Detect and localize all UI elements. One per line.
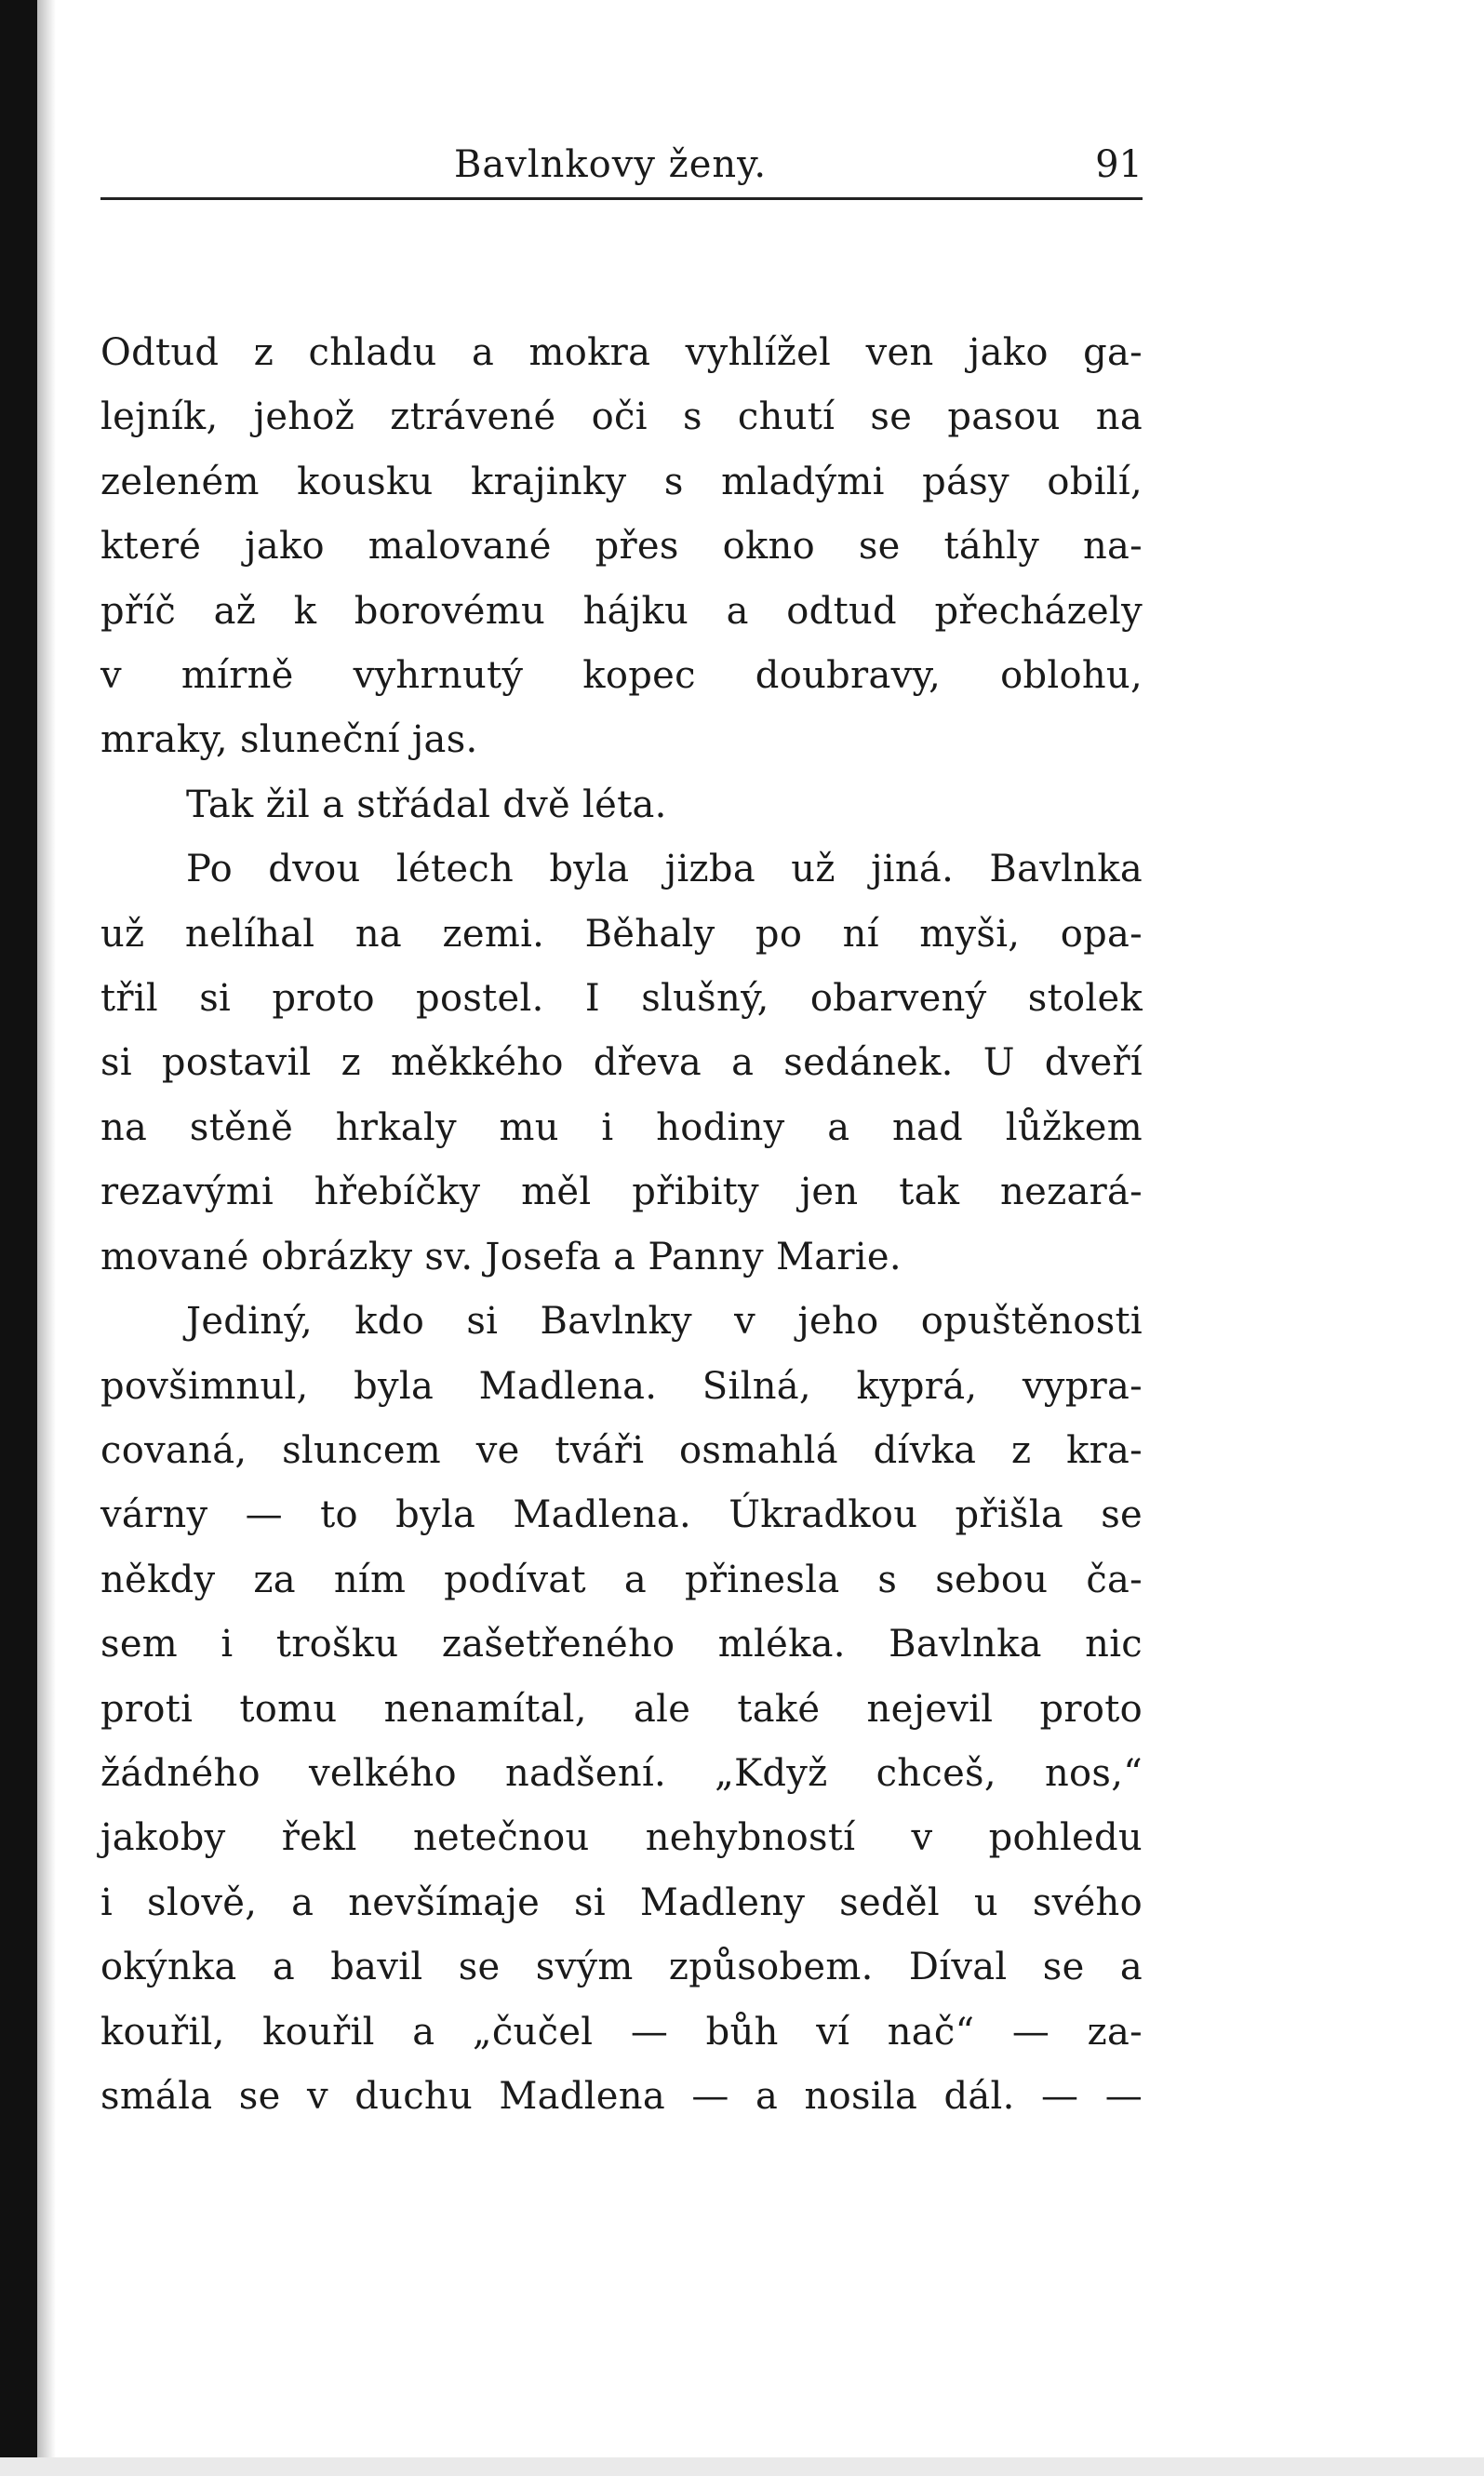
text-line: které jako malované přes okno se táhly na- (100, 525, 1143, 569)
text-line: sem i trošku zašetřeného mléka. Bavlnka nic (100, 1623, 1143, 1666)
paragraph-start-line: Tak žil a střádal dvě léta. (186, 783, 667, 826)
text-line: smála se v duchu Madlena — a nosila dál. — — (100, 2074, 1143, 2118)
running-title: Bavlnkovy ženy. (454, 143, 768, 186)
text-line: proti tomu nenamítal, ale také nejevil proto (100, 1687, 1143, 1731)
page-number: 91 (1095, 143, 1143, 186)
text-line: várny — to byla Madlena. Úkradkou přišla se (100, 1493, 1143, 1537)
text-line: lejník, jehož ztrávené oči s chutí se pasou na (100, 395, 1143, 439)
body-text (100, 321, 1143, 2129)
paragraph-start-line: Jediný, kdo si Bavlnky v jeho opuštěnosti (186, 1300, 1143, 1344)
text-line: i slově, a nevšímaje si Madleny seděl u svého (100, 1880, 1143, 1924)
text-line: třil si proto postel. I slušný, obarvený stolek (100, 977, 1143, 1021)
text-line: rezavými hřebíčky měl přibity jen tak nezará- (100, 1171, 1143, 1214)
text-line: zeleném kousku krajinky s mladými pásy obilí, (100, 460, 1143, 503)
scan-border-left (0, 0, 37, 2476)
text-line: v mírně vyhrnutý kopec doubravy, oblohu, (100, 654, 1143, 698)
text-line: mované obrázky sv. Josefa a Panny Marie. (100, 1235, 902, 1278)
text-line: na stěně hrkaly mu i hodiny a nad lůžkem (100, 1105, 1143, 1149)
scan-border-bottom (0, 2457, 1484, 2476)
paragraph-start-line: Po dvou létech byla jizba už jiná. Bavlnka (186, 848, 1143, 891)
text-line: okýnka a bavil se svým způsobem. Díval se a (100, 1946, 1143, 1989)
book-page (100, 140, 1143, 2129)
text-line: povšimnul, byla Madlena. Silná, kyprá, vypra- (100, 1364, 1143, 1408)
text-line: už nelíhal na zemi. Běhaly po ní myši, opa- (100, 912, 1143, 956)
text-line: kouřil, kouřil a „čučel — bůh ví nač“ — za- (100, 2010, 1143, 2054)
text-line: někdy za ním podívat a přinesla s sebou ča- (100, 1558, 1143, 1601)
scan-gutter-shadow (37, 0, 56, 2476)
running-header (100, 140, 1143, 200)
text-line: Odtud z chladu a mokra vyhlížel ven jako ga- (100, 331, 1143, 374)
text-line: jakoby řekl netečnou nehybností v pohledu (100, 1816, 1143, 1860)
text-line: příč až k borovému hájku a odtud přecházely (100, 589, 1143, 633)
text-line: si postavil z měkkého dřeva a sedánek. U dveří (100, 1041, 1143, 1085)
text-line: žádného velkého nadšení. „Když chceš, nos,“ (100, 1751, 1143, 1795)
text-line: mraky, sluneční jas. (100, 718, 478, 762)
text-line: covaná, sluncem ve tváři osmahlá dívka z kra- (100, 1428, 1143, 1472)
